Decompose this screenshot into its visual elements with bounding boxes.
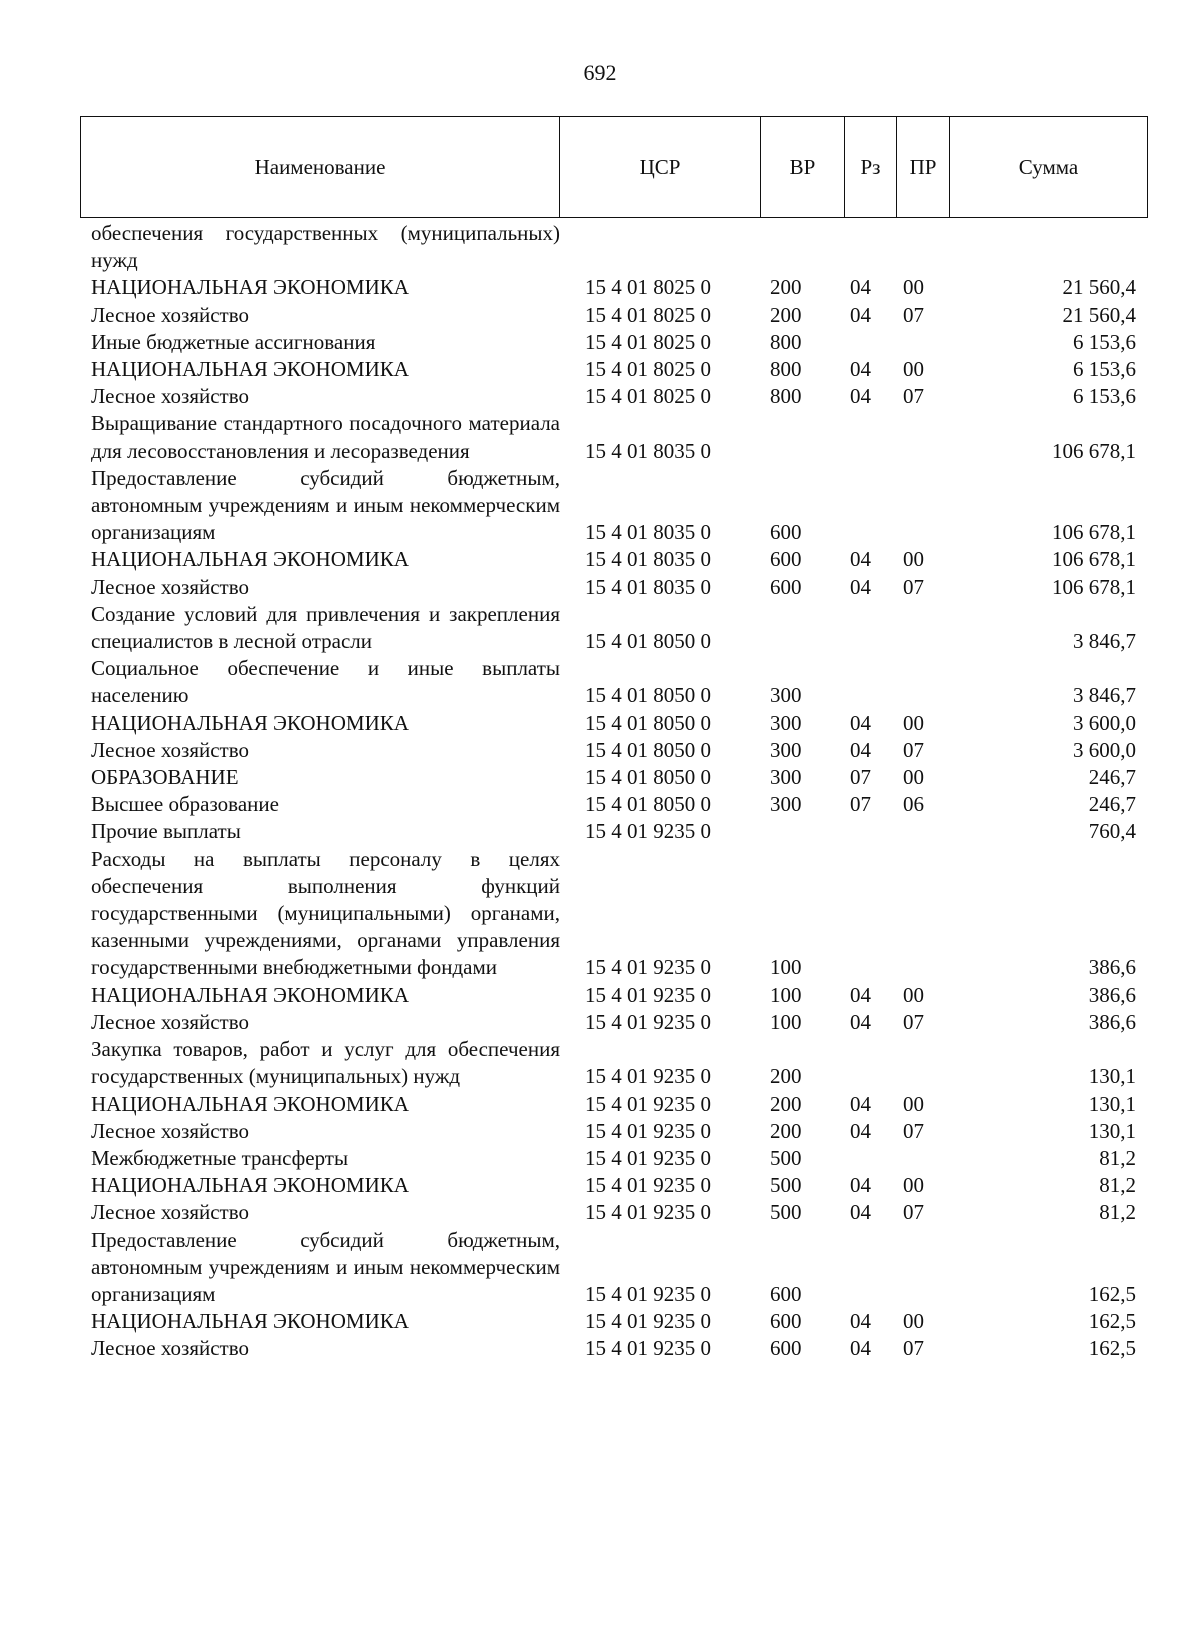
cell-sum: 162,5 <box>1088 1336 1136 1361</box>
cell-name: Высшее образование <box>91 792 279 817</box>
cell-name: НАЦИОНАЛЬНАЯ ЭКОНОМИКА <box>91 982 409 1007</box>
cell-vr: 500 <box>770 1200 802 1225</box>
cell-sum: 386,6 <box>1088 1009 1136 1034</box>
cell-pr: 07 <box>903 1118 924 1143</box>
cell-pr: 07 <box>903 574 924 599</box>
cell-sum: 130,1 <box>1088 1091 1136 1116</box>
cell-vr: 200 <box>770 1064 802 1089</box>
cell-name: НАЦИОНАЛЬНАЯ ЭКОНОМИКА <box>91 1173 409 1198</box>
cell-name: Лесное хозяйство <box>91 1200 249 1225</box>
cell-name: НАЦИОНАЛЬНАЯ ЭКОНОМИКА <box>91 1091 409 1116</box>
cell-sum: 162,5 <box>1088 1281 1136 1306</box>
table-body <box>80 220 1148 1363</box>
header-csr: ЦСР <box>560 117 761 217</box>
table-row <box>80 574 1148 601</box>
cell-sum: 6 153,6 <box>1073 329 1136 354</box>
cell-sum: 106 678,1 <box>1052 547 1136 572</box>
table-row <box>80 383 1148 410</box>
table-row <box>80 356 1148 383</box>
cell-vr: 200 <box>770 1091 802 1116</box>
cell-csr: 15 4 01 9235 0 <box>585 1009 711 1034</box>
cell-csr: 15 4 01 9235 0 <box>585 819 711 844</box>
cell-name: Предоставление субсидий бюджетным, автономным учреждениям и иным некоммерческим организациям <box>91 1227 560 1306</box>
cell-name: НАЦИОНАЛЬНАЯ ЭКОНОМИКА <box>91 275 409 300</box>
cell-vr: 200 <box>770 1118 802 1143</box>
cell-rz: 04 <box>850 357 871 382</box>
cell-pr: 07 <box>903 1200 924 1225</box>
table-row <box>80 846 1148 982</box>
cell-csr: 15 4 01 8050 0 <box>585 710 711 735</box>
cell-vr: 800 <box>770 384 802 409</box>
cell-vr: 600 <box>770 1336 802 1361</box>
cell-name: Иные бюджетные ассигнования <box>91 329 376 354</box>
cell-rz: 04 <box>850 275 871 300</box>
cell-csr: 15 4 01 9235 0 <box>585 1145 711 1170</box>
cell-csr: 15 4 01 8035 0 <box>585 438 711 463</box>
cell-pr: 00 <box>903 1091 924 1116</box>
cell-csr: 15 4 01 9235 0 <box>585 1091 711 1116</box>
cell-vr: 500 <box>770 1173 802 1198</box>
cell-name: НАЦИОНАЛЬНАЯ ЭКОНОМИКА <box>91 710 409 735</box>
cell-sum: 162,5 <box>1088 1309 1136 1334</box>
cell-pr: 06 <box>903 792 924 817</box>
cell-vr: 500 <box>770 1145 802 1170</box>
table-row <box>80 302 1148 329</box>
cell-vr: 600 <box>770 520 802 545</box>
cell-sum: 386,6 <box>1088 982 1136 1007</box>
cell-rz: 04 <box>850 1309 871 1334</box>
cell-rz: 04 <box>850 982 871 1007</box>
cell-csr: 15 4 01 9235 0 <box>585 1281 711 1306</box>
table-row <box>80 1308 1148 1335</box>
table-row <box>80 1335 1148 1362</box>
cell-vr: 300 <box>770 765 802 790</box>
cell-csr: 15 4 01 8035 0 <box>585 547 711 572</box>
cell-csr: 15 4 01 8050 0 <box>585 737 711 762</box>
cell-name: Социальное обеспечение и иные выплаты населению <box>91 656 560 708</box>
cell-sum: 21 560,4 <box>1062 302 1136 327</box>
cell-sum: 130,1 <box>1088 1118 1136 1143</box>
cell-vr: 600 <box>770 574 802 599</box>
cell-rz: 04 <box>850 1200 871 1225</box>
cell-name: ОБРАЗОВАНИЕ <box>91 765 239 790</box>
page-number: 692 <box>583 60 617 85</box>
cell-pr: 00 <box>903 547 924 572</box>
cell-name: Предоставление субсидий бюджетным, автономным учреждениям и иным некоммерческим организациям <box>91 465 560 545</box>
cell-csr: 15 4 01 8050 0 <box>585 765 711 790</box>
cell-rz: 04 <box>850 1336 871 1361</box>
cell-csr: 15 4 01 9235 0 <box>585 982 711 1007</box>
cell-csr: 15 4 01 8035 0 <box>585 520 711 545</box>
cell-vr: 600 <box>770 547 802 572</box>
cell-name: Лесное хозяйство <box>91 1336 249 1361</box>
cell-name: Выращивание стандартного посадочного материала для лесовосстановления и лесоразведения <box>91 411 560 463</box>
cell-rz: 04 <box>850 547 871 572</box>
cell-rz: 04 <box>850 1091 871 1116</box>
table-row <box>80 1036 1148 1090</box>
table-row <box>80 655 1148 709</box>
table-row <box>80 1091 1148 1118</box>
cell-csr: 15 4 01 8025 0 <box>585 357 711 382</box>
cell-pr: 07 <box>903 302 924 327</box>
cell-csr: 15 4 01 9235 0 <box>585 1200 711 1225</box>
cell-sum: 246,7 <box>1088 765 1136 790</box>
cell-csr: 15 4 01 9235 0 <box>585 1309 711 1334</box>
cell-csr: 15 4 01 9235 0 <box>585 1336 711 1361</box>
cell-pr: 00 <box>903 982 924 1007</box>
cell-csr: 15 4 01 8050 0 <box>585 683 711 708</box>
cell-vr: 100 <box>770 955 802 980</box>
cell-rz: 04 <box>850 737 871 762</box>
table-row <box>80 737 1148 764</box>
cell-csr: 15 4 01 8035 0 <box>585 574 711 599</box>
table-row <box>80 982 1148 1009</box>
cell-name: Лесное хозяйство <box>91 574 249 599</box>
cell-name: Межбюджетные трансферты <box>91 1145 349 1170</box>
cell-name: обеспечения государственных (муниципальных) нужд <box>91 221 560 273</box>
cell-sum: 81,2 <box>1099 1173 1136 1198</box>
table-row <box>80 764 1148 791</box>
cell-rz: 07 <box>850 792 871 817</box>
cell-pr: 00 <box>903 765 924 790</box>
cell-rz: 04 <box>850 710 871 735</box>
cell-pr: 07 <box>903 1009 924 1034</box>
cell-name: Закупка товаров, работ и услуг для обеспечения государственных (муниципальных) нужд <box>91 1037 560 1089</box>
cell-vr: 100 <box>770 1009 802 1034</box>
table-row <box>80 410 1148 464</box>
cell-csr: 15 4 01 9235 0 <box>585 1118 711 1143</box>
cell-sum: 106 678,1 <box>1052 574 1136 599</box>
table-row <box>80 546 1148 573</box>
cell-pr: 00 <box>903 710 924 735</box>
cell-sum: 21 560,4 <box>1062 275 1136 300</box>
cell-rz: 04 <box>850 302 871 327</box>
cell-sum: 6 153,6 <box>1073 384 1136 409</box>
cell-pr: 00 <box>903 1309 924 1334</box>
header-pr: ПР <box>897 117 950 217</box>
cell-sum: 81,2 <box>1099 1200 1136 1225</box>
cell-rz: 07 <box>850 765 871 790</box>
cell-sum: 3 600,0 <box>1073 737 1136 762</box>
cell-rz: 04 <box>850 1118 871 1143</box>
table-row <box>80 791 1148 818</box>
table-row <box>80 1172 1148 1199</box>
cell-pr: 07 <box>903 1336 924 1361</box>
cell-vr: 600 <box>770 1281 802 1306</box>
table-row <box>80 465 1148 547</box>
cell-csr: 15 4 01 9235 0 <box>585 1064 711 1089</box>
cell-name: НАЦИОНАЛЬНАЯ ЭКОНОМИКА <box>91 547 409 572</box>
cell-name: Прочие выплаты <box>91 819 241 844</box>
cell-vr: 200 <box>770 275 802 300</box>
cell-csr: 15 4 01 8025 0 <box>585 329 711 354</box>
cell-pr: 00 <box>903 275 924 300</box>
table-row <box>80 1145 1148 1172</box>
cell-vr: 200 <box>770 302 802 327</box>
cell-sum: 3 846,7 <box>1073 629 1136 654</box>
table-header <box>80 116 1148 218</box>
cell-pr: 07 <box>903 384 924 409</box>
cell-vr: 800 <box>770 329 802 354</box>
cell-sum: 106 678,1 <box>1052 520 1136 545</box>
cell-name: Лесное хозяйство <box>91 384 249 409</box>
cell-csr: 15 4 01 9235 0 <box>585 1173 711 1198</box>
cell-pr: 07 <box>903 737 924 762</box>
cell-sum: 246,7 <box>1088 792 1136 817</box>
cell-csr: 15 4 01 8025 0 <box>585 275 711 300</box>
header-rz: Рз <box>845 117 897 217</box>
cell-vr: 100 <box>770 982 802 1007</box>
table-row <box>80 1118 1148 1145</box>
cell-name: Создание условий для привлечения и закрепления специалистов в лесной отрасли <box>91 601 560 654</box>
cell-sum: 6 153,6 <box>1073 357 1136 382</box>
cell-name: НАЦИОНАЛЬНАЯ ЭКОНОМИКА <box>91 357 409 382</box>
table-row <box>80 274 1148 301</box>
cell-name: Расходы на выплаты персоналу в целях обеспечения выполнения функций государственными (муниципальными) органами, казенными учреждениями, органами управления государственными внебюджетными фондами <box>91 846 560 980</box>
cell-sum: 81,2 <box>1099 1145 1136 1170</box>
header-sum: Сумма <box>1018 154 1079 179</box>
table-row <box>80 1199 1148 1226</box>
cell-sum: 760,4 <box>1088 819 1136 844</box>
cell-pr: 00 <box>903 357 924 382</box>
cell-sum: 386,6 <box>1088 955 1136 980</box>
cell-csr: 15 4 01 8025 0 <box>585 384 711 409</box>
header-name: Наименование <box>81 117 560 217</box>
cell-vr: 300 <box>770 737 802 762</box>
cell-csr: 15 4 01 8050 0 <box>585 792 711 817</box>
cell-rz: 04 <box>850 574 871 599</box>
cell-rz: 04 <box>850 1009 871 1034</box>
cell-rz: 04 <box>850 384 871 409</box>
cell-sum: 3 600,0 <box>1073 710 1136 735</box>
cell-name: Лесное хозяйство <box>91 302 249 327</box>
cell-sum: 130,1 <box>1088 1064 1136 1089</box>
cell-csr: 15 4 01 8025 0 <box>585 302 711 327</box>
cell-rz: 04 <box>850 1173 871 1198</box>
table-row <box>80 601 1148 655</box>
cell-csr: 15 4 01 9235 0 <box>585 955 711 980</box>
cell-vr: 300 <box>770 683 802 708</box>
table-row <box>80 1009 1148 1036</box>
table-row <box>80 220 1148 274</box>
cell-name: Лесное хозяйство <box>91 1118 249 1143</box>
table-row <box>80 710 1148 737</box>
cell-pr: 00 <box>903 1173 924 1198</box>
table-row <box>80 329 1148 356</box>
cell-vr: 600 <box>770 1309 802 1334</box>
cell-vr: 800 <box>770 357 802 382</box>
cell-vr: 300 <box>770 710 802 735</box>
cell-name: Лесное хозяйство <box>91 737 249 762</box>
table-row <box>80 1227 1148 1309</box>
cell-sum: 3 846,7 <box>1073 683 1136 708</box>
cell-csr: 15 4 01 8050 0 <box>585 629 711 654</box>
cell-name: НАЦИОНАЛЬНАЯ ЭКОНОМИКА <box>91 1309 409 1334</box>
cell-name: Лесное хозяйство <box>91 1009 249 1034</box>
header-vr: ВР <box>761 117 845 217</box>
cell-sum: 106 678,1 <box>1052 438 1136 463</box>
table-row <box>80 818 1148 845</box>
cell-vr: 300 <box>770 792 802 817</box>
